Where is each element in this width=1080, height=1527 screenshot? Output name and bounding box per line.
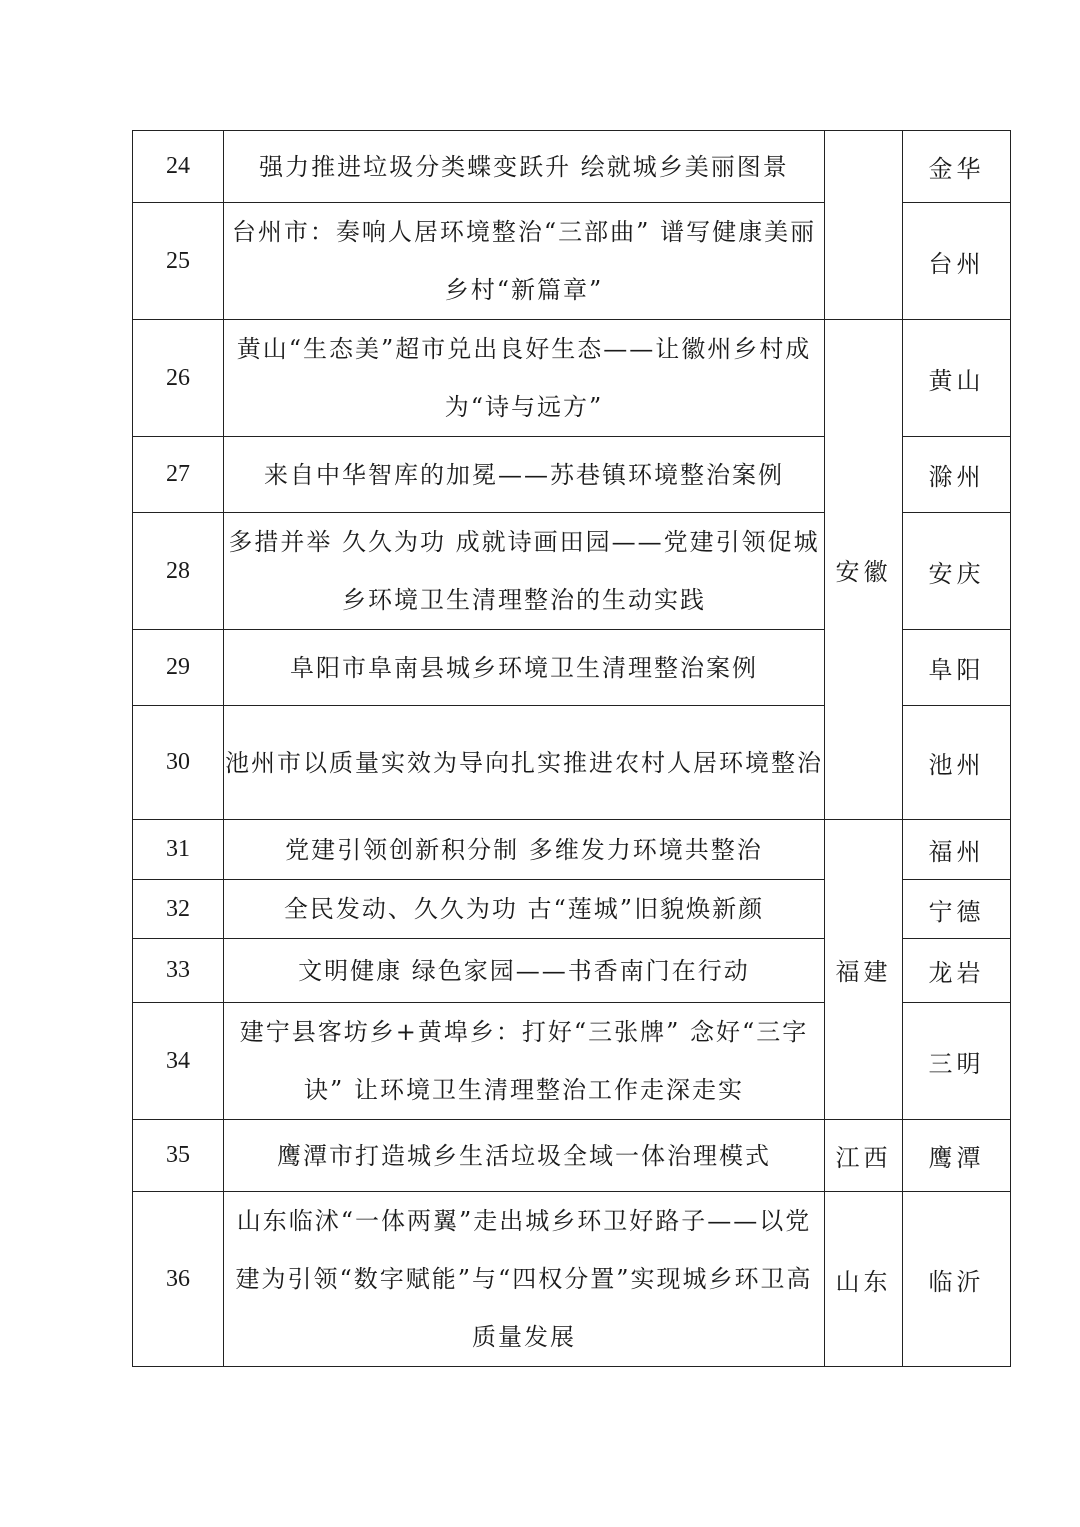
row-number: 28 bbox=[133, 513, 224, 630]
city-cell: 鹰潭 bbox=[903, 1120, 1011, 1192]
row-number: 27 bbox=[133, 437, 224, 513]
case-title: 文明健康 绿色家园——书香南门在行动 bbox=[224, 939, 825, 1003]
row-number: 30 bbox=[133, 706, 224, 820]
table-row bbox=[133, 320, 1011, 437]
row-number: 25 bbox=[133, 203, 224, 320]
case-title: 山东临沭“一体两翼”走出城乡环卫好路子——以党建为引领“数字赋能”与“四权分置”实现城乡环卫高质量发展 bbox=[224, 1192, 825, 1367]
table-row bbox=[133, 1120, 1011, 1192]
cases-table bbox=[132, 130, 1011, 1367]
row-number: 24 bbox=[133, 131, 224, 203]
city-cell: 宁德 bbox=[903, 880, 1011, 939]
case-title: 全民发动、久久为功 古“莲城”旧貌焕新颜 bbox=[224, 880, 825, 939]
table-row bbox=[133, 820, 1011, 880]
city-cell: 龙岩 bbox=[903, 939, 1011, 1003]
city-cell: 福州 bbox=[903, 820, 1011, 880]
city-cell: 临沂 bbox=[903, 1192, 1011, 1367]
city-cell: 三明 bbox=[903, 1003, 1011, 1120]
city-cell: 金华 bbox=[903, 131, 1011, 203]
row-number: 31 bbox=[133, 820, 224, 880]
case-title: 强力推进垃圾分类蝶变跃升 绘就城乡美丽图景 bbox=[224, 131, 825, 203]
case-title: 建宁县客坊乡+黄埠乡：打好“三张牌” 念好“三字诀” 让环境卫生清理整治工作走深走实 bbox=[224, 1003, 825, 1120]
city-cell: 安庆 bbox=[903, 513, 1011, 630]
province-cell-jiangxi: 江西 bbox=[825, 1120, 903, 1192]
case-title: 多措并举 久久为功 成就诗画田园——党建引领促城乡环境卫生清理整治的生动实践 bbox=[224, 513, 825, 630]
city-cell: 台州 bbox=[903, 203, 1011, 320]
province-cell bbox=[825, 131, 903, 320]
city-cell: 滁州 bbox=[903, 437, 1011, 513]
table-row bbox=[133, 131, 1011, 203]
case-title: 党建引领创新积分制 多维发力环境共整治 bbox=[224, 820, 825, 880]
case-title: 黄山“生态美”超市兑出良好生态——让徽州乡村成为“诗与远方” bbox=[224, 320, 825, 437]
row-number: 32 bbox=[133, 880, 224, 939]
row-number: 29 bbox=[133, 630, 224, 706]
row-number: 35 bbox=[133, 1120, 224, 1192]
city-cell: 黄山 bbox=[903, 320, 1011, 437]
row-number: 36 bbox=[133, 1192, 224, 1367]
row-number: 34 bbox=[133, 1003, 224, 1120]
case-title: 来自中华智库的加冕——苏巷镇环境整治案例 bbox=[224, 437, 825, 513]
case-title: 台州市：奏响人居环境整治“三部曲” 谱写健康美丽乡村“新篇章” bbox=[224, 203, 825, 320]
table-row bbox=[133, 1192, 1011, 1367]
province-cell-anhui: 安徽 bbox=[825, 320, 903, 820]
province-cell-fujian: 福建 bbox=[825, 820, 903, 1120]
province-cell-shandong: 山东 bbox=[825, 1192, 903, 1367]
city-cell: 阜阳 bbox=[903, 630, 1011, 706]
row-number: 26 bbox=[133, 320, 224, 437]
case-title: 鹰潭市打造城乡生活垃圾全域一体治理模式 bbox=[224, 1120, 825, 1192]
row-number: 33 bbox=[133, 939, 224, 1003]
case-title: 池州市以质量实效为导向扎实推进农村人居环境整治 bbox=[224, 706, 825, 820]
case-title: 阜阳市阜南县城乡环境卫生清理整治案例 bbox=[224, 630, 825, 706]
city-cell: 池州 bbox=[903, 706, 1011, 820]
